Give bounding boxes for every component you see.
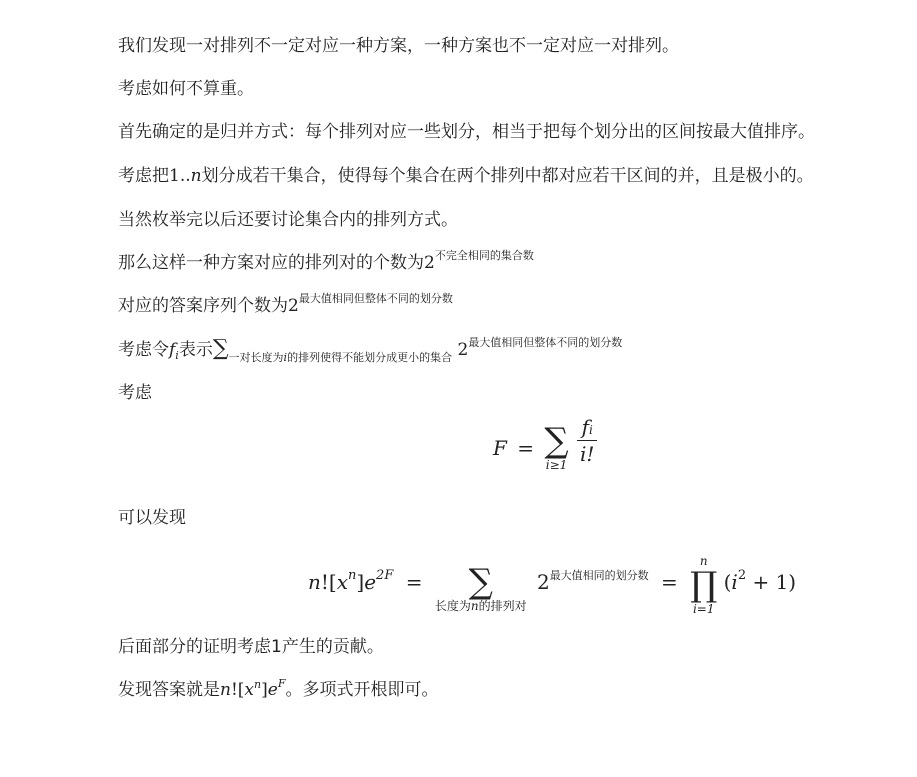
equation-2-x: x [336, 570, 349, 594]
equation-2-lhs [308, 570, 393, 594]
paragraph-4-range: 1.. [169, 166, 191, 186]
paragraph-9-text: 考虑 [118, 383, 152, 403]
paragraph-3 [118, 120, 815, 144]
equation-1-equals: = [517, 436, 535, 460]
equation-2-equals-2: = [661, 570, 678, 594]
equation-1-sum-symbol: ∑ [544, 421, 569, 461]
paragraph-12-e: e [267, 680, 278, 700]
equation-2-rhs-open: ( [723, 570, 732, 594]
equation-2-sum-symbol: ∑ [468, 562, 493, 602]
paragraph-12-close: ] [261, 680, 268, 700]
equation-1-fraction [577, 415, 597, 466]
paragraph-5 [118, 208, 458, 232]
equation-2-product [690, 554, 717, 616]
paragraph-6-base: 2 [424, 253, 435, 273]
paragraph-12-fact: ![ [230, 680, 245, 700]
paragraph-8-base: 2 [457, 340, 469, 360]
equation-2-product-symbol: ∏ [690, 565, 718, 605]
equation-2-e: e [364, 570, 377, 594]
equation-2-base-exp: 最大值相同的划分数 [549, 569, 649, 582]
paragraph-10-text: 可以发现 [118, 508, 186, 528]
paragraph-8-f-index: i [175, 349, 179, 362]
equation-1-f-index: i [589, 422, 593, 437]
paragraph-2-text: 考虑如何不算重。 [118, 79, 254, 99]
paragraph-4-post: 划分成若干集合，使得每个集合在两个排列中都对应若干区间的并，且是极小的。 [201, 166, 814, 186]
equation-2-x-exp: n [348, 568, 357, 583]
paragraph-8-pre: 考虑令 [118, 340, 169, 360]
equation-2-rhs [724, 570, 797, 594]
equation-1-f: f [581, 414, 590, 439]
paragraph-3-text: 首先确定的是归并方式：每个排列对应一些划分，相当于把每个划分出的区间按最大值排序。 [118, 122, 815, 142]
paragraph-8 [118, 337, 622, 364]
paragraph-8-sum-sub-b: 的排列使得不能划分成更小的集合 [287, 351, 453, 364]
equation-1-lhs: F [493, 436, 507, 460]
equation-2-n: n [308, 570, 321, 594]
paragraph-8-sum: ∑ [212, 336, 229, 361]
paragraph-7 [118, 294, 453, 320]
paragraph-12-n: n [220, 680, 231, 700]
equation-2-e-exp: 2F [376, 568, 394, 583]
paragraph-8-f: f [169, 340, 176, 360]
equation-2-rhs-rest: + 1) [746, 570, 797, 594]
equation-2-product-upper: n [699, 554, 708, 568]
equation-2-sum-limit-n: n [470, 599, 479, 613]
equation-2-rhs-square: 2 [737, 568, 747, 583]
paragraph-6-exponent: 不完全相同的集合数 [434, 249, 534, 262]
paragraph-5-text: 当然枚举完以后还要讨论集合内的排列方式。 [118, 210, 458, 230]
paragraph-12-x: x [244, 680, 255, 700]
paragraph-7-base: 2 [288, 296, 299, 316]
paragraph-2 [118, 77, 254, 101]
equation-1-sum [544, 421, 569, 472]
paragraph-1-text: 我们发现一对排列不一定对应一种方案，一种方案也不一定对应一对排列。 [118, 36, 679, 56]
equation-1-den-text: i! [580, 441, 595, 466]
paragraph-8-sum-sub-i: i [283, 351, 288, 364]
equation-2-power [537, 570, 649, 594]
paragraph-6 [118, 251, 534, 277]
equation-2-equals: = [405, 570, 423, 594]
equation-2-product-lower: i=1 [692, 602, 715, 616]
equation-2 [308, 548, 796, 616]
paragraph-7-exponent: 最大值相同但整体不同的划分数 [298, 292, 453, 305]
paragraph-12-pre: 发现答案就是 [118, 680, 220, 700]
paragraph-1 [118, 34, 679, 58]
paragraph-4-pre: 考虑把 [118, 166, 169, 186]
paragraph-4-n: n [190, 166, 202, 186]
paragraph-8-sum-sub-a: 一对长度为 [228, 351, 284, 364]
paragraph-4 [118, 164, 814, 188]
equation-2-rhs-i: i [731, 570, 738, 594]
paragraph-12-post: 。多项式开根即可。 [285, 680, 439, 700]
paragraph-12-e-exp: F [277, 677, 286, 690]
equation-1-denominator [577, 441, 597, 466]
equation-2-sum-limit-b: 的排列对 [478, 599, 527, 613]
paragraph-12-x-exp: n [254, 678, 262, 691]
paragraph-9 [118, 381, 152, 405]
paragraph-8-exponent: 最大值相同但整体不同的划分数 [468, 336, 623, 349]
paragraph-12 [118, 678, 438, 704]
equation-2-sum [434, 562, 527, 613]
paragraph-11-text: 后面部分的证明考虑1产生的贡献。 [118, 637, 384, 657]
equation-2-base: 2 [536, 570, 550, 594]
equation-1 [493, 414, 599, 472]
paragraph-7-text: 对应的答案序列个数为 [118, 296, 288, 316]
equation-2-close: ] [356, 570, 365, 594]
paragraph-8-mid: 表示 [178, 340, 213, 360]
equation-1-numerator [577, 415, 597, 441]
paragraph-11 [118, 635, 384, 659]
paragraph-10 [118, 506, 186, 530]
equation-2-sum-limit-a: 长度为 [434, 599, 471, 613]
equation-1-sum-limit: i≥1 [545, 458, 568, 472]
paragraph-6-text: 那么这样一种方案对应的排列对的个数为 [118, 253, 424, 273]
equation-2-bang: ![ [320, 570, 337, 594]
equation-2-sum-limit [435, 599, 527, 613]
